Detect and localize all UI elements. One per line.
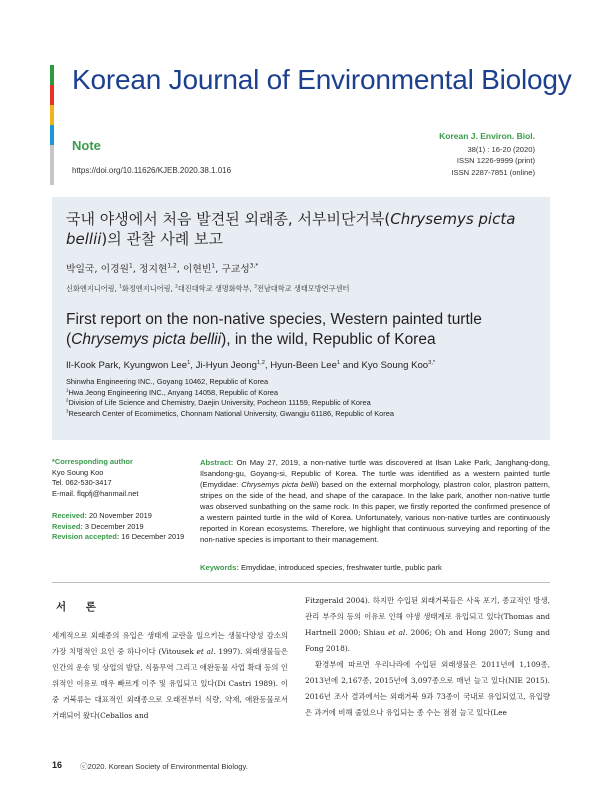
author-en-4-sup: 3,* xyxy=(428,359,436,366)
english-authors xyxy=(66,360,536,371)
author-kr-2-sup: 1,2 xyxy=(167,263,177,270)
color-bar-grey xyxy=(50,145,54,185)
author-en-1: Il-Kook Park, Kyungwon Lee xyxy=(66,360,188,371)
author-kr-4: , 구교성 xyxy=(215,264,250,275)
affil-en-2: Division of Life Science and Chemistry, Daejin University, Pocheon 11159, Republic of Korea xyxy=(68,398,371,408)
english-title-part2: ), in the wild, Republic of Korea xyxy=(221,331,436,348)
article-info-sidebar xyxy=(52,457,194,543)
author-kr-1: 박일국, 이경원 xyxy=(66,264,130,275)
keywords-text: Emydidae, introduced species, freshwater turtle, public park xyxy=(238,563,442,572)
color-bar-green xyxy=(50,65,54,85)
doi-link[interactable]: https://doi.org/10.11626/KJEB.2020.38.1.016 xyxy=(72,166,232,175)
author-en-4: and Kyo Soung Koo xyxy=(340,360,429,371)
revised-date xyxy=(52,522,194,533)
volume-pages: 38(1) : 16-20 (2020) xyxy=(467,145,535,155)
section-divider xyxy=(52,582,550,583)
author-kr-2: , 정지현 xyxy=(132,264,168,275)
color-bar-red xyxy=(50,85,54,105)
affil-en-1-line xyxy=(66,388,536,399)
abstract-species: Chrysemys picta bellii xyxy=(241,480,317,489)
article-dates xyxy=(52,511,194,543)
citation-block xyxy=(439,131,535,178)
body-right-etal: et al. xyxy=(388,628,408,637)
keywords-label: Keywords: xyxy=(200,563,239,572)
author-en-1-sup: 1 xyxy=(187,359,191,366)
korean-title xyxy=(66,209,536,249)
affil-kr-2: 대진대학교 생명화학부, xyxy=(177,284,255,293)
received-label: Received: xyxy=(52,511,87,520)
corresponding-heading: *Corresponding author xyxy=(52,457,133,466)
affil-en-2-line xyxy=(66,398,536,409)
abstract-label: Abstract: xyxy=(200,458,234,467)
affil-kr-0: 신화엔지니어링, xyxy=(66,284,120,293)
affil-en-3-line xyxy=(66,409,536,420)
author-en-3-sup: 1 xyxy=(336,359,341,366)
body-right-text-2: 2006; Oh and Hong 2007; Sung and Fong 2018). xyxy=(305,628,550,653)
page-number: 16 xyxy=(52,760,63,770)
revised-value: 3 December 2019 xyxy=(82,521,144,531)
revised-label: Revised: xyxy=(52,521,83,531)
author-kr-4-sup: 3,* xyxy=(249,263,259,270)
corresponding-email[interactable]: E-mail. flqpfj@hanmail.net xyxy=(52,488,139,498)
author-kr-3: , 이현빈 xyxy=(176,264,212,275)
korean-affiliations xyxy=(66,284,536,294)
journal-color-bar xyxy=(50,65,54,185)
body-column-right xyxy=(305,593,550,721)
accepted-label: Revision accepted: xyxy=(52,532,120,541)
korean-title-part2: )의 관찰 사례 보고 xyxy=(101,230,224,248)
section-heading-introduction: 서 론 xyxy=(56,601,104,613)
author-en-3: , Hyun-Been Lee xyxy=(264,360,337,371)
body-column-left xyxy=(52,628,288,724)
english-title xyxy=(66,310,536,350)
affil-en-0: Shinwha Engineering INC., Goyang 10462, Republic of Korea xyxy=(66,377,269,386)
issn-online: ISSN 2287-7851 (online) xyxy=(451,167,535,177)
body-left-text-1: 세계적으로 외래종의 유입은 생태계 교란을 일으키는 생물다양성 감소의 가장 치명적인 요인 중 하나이다 (Vitousek xyxy=(52,631,288,656)
korean-title-part1: 국내 야생에서 처음 발견된 외래종, 서부비단거북( xyxy=(66,210,391,228)
journal-title: Korean Journal of Environmental Biology xyxy=(72,64,572,95)
abstract-text-2: ) based on the external morphology, plastron color, plastron pattern, stripes on the side of the head, and shape of the carapace. In the lake park, another non-native turtle was observed sunbathing on the same rock. In this paper, we firstly reported the confirmed presence of a western painted turtle in the wild of Korea. Unfortunately, various non-native turtles are continuously reported in Korean ecosystems. Therefore, we highlight that continuous surveying and reporting of the non-native species is important to their management. xyxy=(200,480,550,544)
affil-kr-2-sup: 2 xyxy=(175,284,178,290)
accepted-date xyxy=(52,532,194,543)
author-en-2-sup: 1,2 xyxy=(256,359,265,366)
body-right-paragraph-2: 환경부에 따르면 우리나라에 수입된 외래생물은 2011년에 1,109종, 2013년에 2,167종, 2015년에 3,097종으로 매년 늘고 있다(NIE 2015). 2016년 조사 결과에서는 외래거북 9과 73종이 국내로 유입되었고, 유입량은 과거에 비해 줄었으나 유입되는 종 수는 점점 늘고 있다(Lee xyxy=(305,660,550,717)
author-kr-3-sup: 1 xyxy=(211,263,216,270)
english-title-species: Chrysemys picta bellii xyxy=(71,331,222,348)
korean-authors xyxy=(66,261,536,275)
body-right-text-1: Fitzgerald 2004). 하지만 수입된 외래거북들은 사육 포기, 종교적인 방생, 관리 부주의 등의 이유로 인해 야생 생태계로 유입되고 있다(Thomas and Hartnell 2000; Shiau xyxy=(305,596,550,637)
body-left-etal: et al. xyxy=(196,647,216,656)
accepted-value: 16 December 2019 xyxy=(119,532,185,541)
body-left-text-2: 1997). 외래생물들은 인간의 운송 및 상업의 발달, 식품무역 그리고 애완동물 사업 확대 등의 인위적인 이유로 매우 빠르게 이주 및 유입되고 있다(Di Castri 1989). 이 중 거북류는 대표적인 외래종으로 오래전부터 식량, 약재, 애완동물로서 거래되어 왔다(Ceballos and xyxy=(52,647,289,720)
author-kr-1-sup: 1 xyxy=(129,263,133,270)
color-bar-yellow xyxy=(50,105,54,125)
affil-kr-1-sup: 1 xyxy=(119,284,122,290)
affil-kr-3: 전남대학교 생태모방연구센터 xyxy=(256,284,350,293)
affil-en-1: Hwa Jeong Engineering INC., Anyang 14058, Republic of Korea xyxy=(68,387,279,397)
corresponding-name: Kyo Soung Koo xyxy=(52,467,104,477)
english-title-part1: First report on the non-native species, Western painted turtle ( xyxy=(66,311,482,348)
affil-en-3: Research Center of Ecomimetics, Chonnam National University, Gwangju 61186, Republic of Korea xyxy=(68,408,394,418)
affil-en-2-sup: 2 xyxy=(66,397,69,403)
author-en-2: , Ji-Hyun Jeong xyxy=(190,360,257,371)
color-bar-blue xyxy=(50,125,54,145)
keywords xyxy=(200,563,550,572)
affil-en-3-sup: 3 xyxy=(66,408,69,414)
issn-print: ISSN 1226-9999 (print) xyxy=(456,156,535,166)
affil-en-1-sup: 1 xyxy=(66,387,69,393)
affil-kr-1: 화정엔지니어링, xyxy=(121,284,176,293)
copyright-notice: ⓒ2020. Korean Society of Environmental Biology. xyxy=(80,762,248,771)
korean-title-species: Chrysemys picta bellii xyxy=(66,210,516,248)
abstract-text-1: On May 27, 2019, a non-native turtle was discovered at Ilsan Lake Park, Janghang-dong, Ilsandong-gu, Goyang-si, Republic of Korea. The turtle was identified as a western painted turtle (Emydidae: xyxy=(200,458,550,489)
article-type-label: Note xyxy=(72,138,101,153)
abstract xyxy=(200,457,550,545)
received-date xyxy=(52,511,194,522)
title-box xyxy=(52,197,550,440)
body-right-paragraph-1 xyxy=(305,593,550,657)
affil-kr-3-sup: 3 xyxy=(254,284,257,290)
received-value: 20 November 2019 xyxy=(86,511,152,520)
english-affiliations xyxy=(66,377,536,419)
corresponding-tel: Tel. 062-530-3417 xyxy=(52,478,112,487)
journal-abbreviation: Korean J. Environ. Biol. xyxy=(439,131,535,141)
